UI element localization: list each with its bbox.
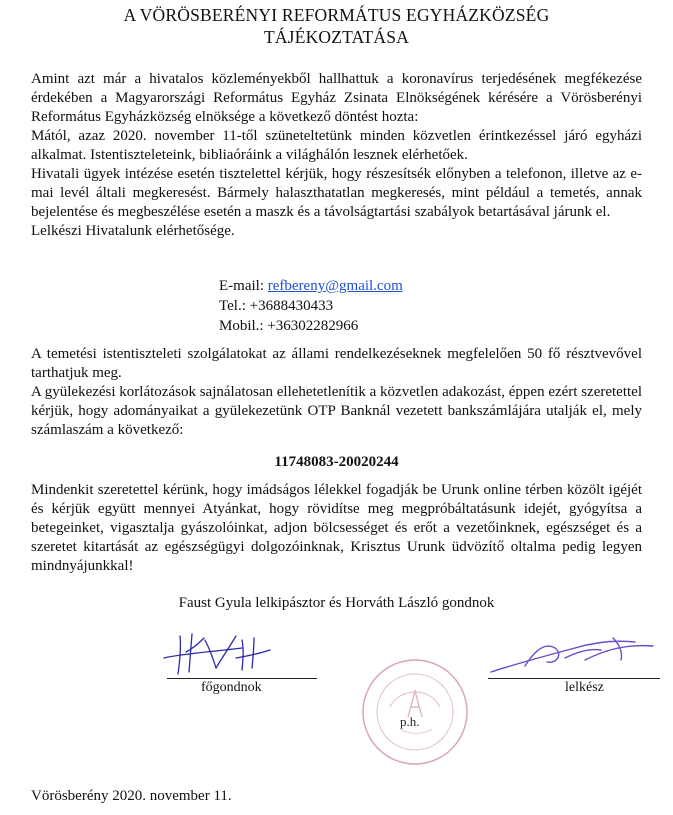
document-title-line-1: A VÖRÖSBERÉNYI REFORMÁTUS EGYHÁZKÖZSÉG: [123, 5, 550, 25]
left-signature-line: [167, 678, 317, 679]
middle-line-2: A gyülekezési korlátozások sajnálatosan ellehetetlenítik a közvetlen adakozást, éppen ezért szeretettel kérjük, hogy adományaikat a gyülekezetünk OTP Banknál vezetett bankszámlájára utalják el, mely számlaszám a következő:: [31, 384, 642, 438]
intro-line-1: Amint azt már a hivatalos közleményekből hallhattuk a koronavírus terjedésének megfékezése érdekében a Magyarországi Református Egyház Zsinata Elnökségének kérésére a Vörösberényi Református Egyházközség elnöksége a következő döntést hozta:: [31, 71, 642, 125]
email-link[interactable]: refbereny@gmail.com: [267, 278, 403, 294]
contact-tel: Tel.: +3688430433: [219, 298, 334, 314]
intro-paragraph: [31, 70, 642, 241]
contact-mobil: Mobil.: +36302282966: [219, 318, 359, 334]
email-label: E-mail:: [219, 278, 268, 294]
intro-line-4: Lelkészi Hivatalunk elérhetősége.: [31, 223, 235, 239]
middle-paragraph: [31, 345, 642, 440]
intro-line-2: Mától, azaz 2020. november 11-től szüneteltetünk minden közvetlen érintkezéssel járó egyházi alkalmat. Istentiszteleteink, bibliaóráink a világhálón lesznek elérhetőek.: [31, 128, 642, 163]
contact-email-row: [219, 277, 403, 297]
middle-line-1: A temetési istentiszteleti szolgálatokat az állami rendelkezéseknek megfelelően 50 fő résztvevővel tarthatjuk meg.: [31, 346, 642, 381]
stamp-label: p.h.: [400, 714, 420, 729]
left-signature: [150, 628, 290, 680]
account-number: 11748083-20020244: [274, 454, 399, 470]
document-title-line-2: TÁJÉKOZTATÁSA: [263, 27, 410, 47]
role-label-lelkesz: lelkész: [565, 680, 604, 695]
closing-paragraph: Mindenkit szeretettel kérünk, hogy imádságos lélekkel fogadják be Urunk online térben közölt igéjét és kérjük együtt mennyei Atyánkat, hogy rövidítse meg megpróbáltatásunk idejét, gyógyítsa a betegeinket, vigasztalja gyászolóinkat, adjon bölcsességet és erőt a vezetőinknek, egészséget és a szeretet kitartását az egészségügyi dolgozóinknak, Krisztus Urunk üdvözítő oltalma pedig legyen mindnyájunkkal!: [31, 482, 642, 574]
church-seal-stamp: [360, 657, 470, 767]
intro-line-3: Hivatali ügyek intézése esetén tisztelettel kérjük, hogy részesítsék előnyben a telefonon, illetve az e-mai levél általi megkeresést. Bármely halaszthatatlan megkeresés, mint például a temetés, annak bejelentése és megbeszélése esetén a maszk és a távolságtartási szabályok betartásával járunk el.: [31, 166, 642, 220]
document-date: Vörösberény 2020. november 11.: [31, 788, 232, 804]
right-signature-line: [488, 678, 660, 679]
signers-line: Faust Gyula lelkipásztor és Horváth László gondnok: [178, 595, 495, 611]
role-label-fogondnok: főgondnok: [201, 680, 262, 695]
right-signature: [485, 630, 665, 678]
